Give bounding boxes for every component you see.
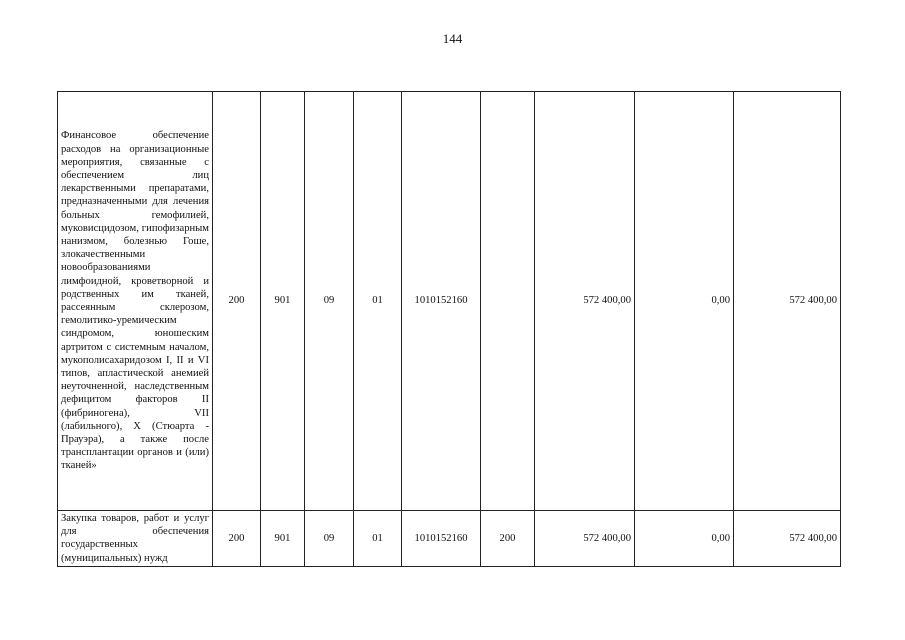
page-number: 144 — [442, 31, 463, 46]
section-code-cell: 200 — [213, 511, 261, 567]
amount-cell: 572 400,00 — [535, 511, 635, 567]
table-row — [58, 511, 841, 567]
row-name-cell: Финансовое обеспечение расходов на организационные мероприятия, связанные с обеспечением лиц лекарственными препаратами, предназначенными для лечения больных гемофилией, муковисцидозом, гипофизарным нанизмом, болезнью Гоше, злокачественными новообразованиями лимфоидной, кроветворной и родственных им тканей, рассеянным склерозом, гемолитико-уремическим синдромом, юношеским артритом с системным началом, мукополисахаридозом I, II и VI типов, апластической анемией неуточненной, наследственным дефицитом факторов II (фибриногена), VII (лабильного), X (Стюарта - Прауэра), а также после трансплантации органов и (или) тканей» — [58, 92, 213, 511]
chapter-code-cell: 09 — [305, 511, 354, 567]
budget-table — [57, 91, 841, 567]
total-cell: 572 400,00 — [734, 511, 841, 567]
row-name-cell: Закупка товаров, работ и услуг для обеспечения государственных (муниципальных) нужд — [58, 511, 213, 567]
ministry-code-cell: 901 — [261, 511, 305, 567]
target-article-cell: 1010152160 — [402, 92, 481, 511]
section-code-cell: 200 — [213, 92, 261, 511]
chapter-code-cell: 09 — [305, 92, 354, 511]
table-row — [58, 92, 841, 511]
amount-cell: 572 400,00 — [535, 92, 635, 511]
target-article-cell: 1010152160 — [402, 511, 481, 567]
change-cell: 0,00 — [635, 92, 734, 511]
expense-type-cell: 200 — [481, 511, 535, 567]
total-cell: 572 400,00 — [734, 92, 841, 511]
subchapter-code-cell: 01 — [354, 511, 402, 567]
ministry-code-cell: 901 — [261, 92, 305, 511]
change-cell: 0,00 — [635, 511, 734, 567]
subchapter-code-cell: 01 — [354, 92, 402, 511]
expense-type-cell — [481, 92, 535, 511]
